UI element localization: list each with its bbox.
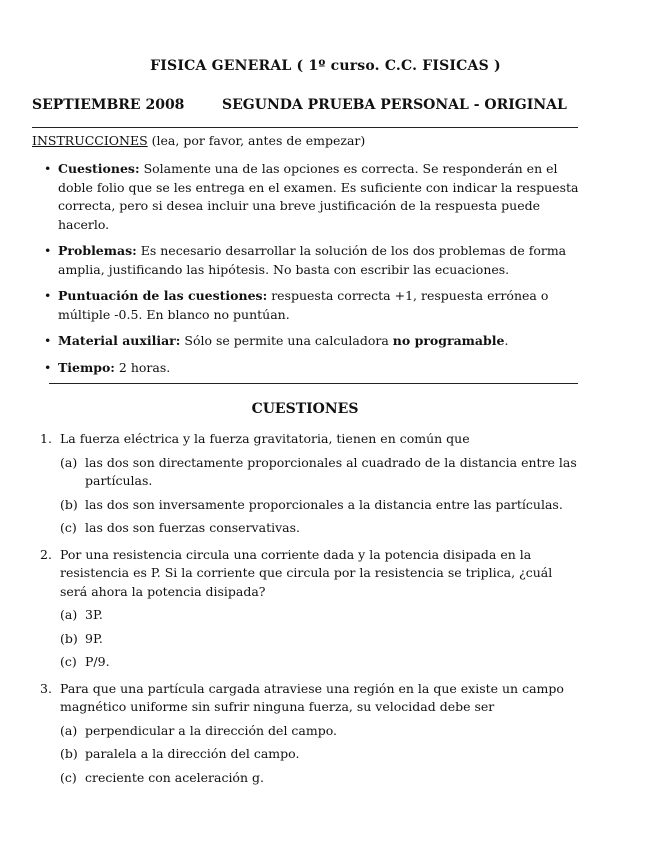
- option-text: perpendicular a la dirección del campo.: [85, 722, 338, 738]
- top-divider: [32, 127, 578, 128]
- instruction-text: Solamente una de las opciones es correcta. Se responderán en el doble folio que se les entrega en el examen. Es suficiente con indicar la respuesta correcta, pero si desea incluir una breve justificación de la respuesta puede hacerlo.: [58, 161, 579, 232]
- option-label: (c): [60, 520, 77, 535]
- instruction-item: [44, 242, 589, 279]
- instruction-tail: .: [504, 333, 509, 348]
- bullet-icon: •: [44, 243, 52, 258]
- instruction-text: respuesta correcta +1, respuesta errónea o múltiple -0.5. En blanco no puntúan.: [58, 288, 549, 322]
- option-a: [60, 606, 582, 625]
- option-label: (b): [60, 630, 78, 646]
- option-c: [60, 519, 582, 538]
- instruction-label: Puntuación de las cuestiones:: [58, 288, 268, 303]
- instruction-label: Tiempo:: [58, 359, 115, 375]
- questions-list: [32, 430, 582, 787]
- instruction-text: Es necesario desarrollar la solución de los dos problemas de forma amplia, justificando las hipótesis. No basta con escribir las ecuaciones.: [58, 243, 567, 277]
- instruction-label: Cuestiones:: [58, 161, 140, 176]
- instruction-label: Material auxiliar:: [58, 333, 181, 348]
- option-label: (b): [60, 496, 78, 512]
- question-2: [32, 546, 582, 672]
- question-number: 2.: [40, 546, 52, 562]
- question-3: [32, 680, 582, 788]
- exam-date: SEPTIEMBRE 2008: [32, 97, 185, 113]
- option-text: las dos son directamente proporcionales al cuadrado de la distancia entre las partículas.: [85, 454, 577, 488]
- instruction-item: [44, 160, 589, 234]
- options-list: [60, 454, 582, 538]
- option-c: [60, 769, 582, 788]
- instructions-heading-row: [32, 133, 365, 148]
- option-text: creciente con aceleración g.: [85, 769, 264, 785]
- option-label: (b): [60, 746, 78, 761]
- option-b: [60, 496, 582, 515]
- instructions-note: (lea, por favor, antes de empezar): [151, 133, 366, 148]
- options-list: [60, 606, 582, 672]
- option-text: paralela a la dirección del campo.: [85, 746, 300, 761]
- bullet-icon: •: [44, 333, 52, 348]
- question-number: 3.: [40, 680, 52, 696]
- question-number: 1.: [40, 431, 52, 446]
- instruction-text: Sólo se permite una calculadora: [184, 333, 389, 348]
- instruction-item: [44, 359, 589, 378]
- bullet-icon: •: [44, 288, 52, 303]
- question-text: Para que una partícula cargada atraviese una región en la que existe un campo magnético uniforme sin sufrir ninguna fuerza, su velocidad debe ser: [60, 680, 564, 714]
- option-text: P/9.: [85, 654, 110, 669]
- option-b: [60, 630, 582, 649]
- option-label: (a): [60, 607, 78, 622]
- option-a: [60, 454, 582, 491]
- question-1: [32, 430, 582, 538]
- option-a: [60, 722, 582, 741]
- option-text: las dos son fuerzas conservativas.: [85, 520, 300, 535]
- option-text: 3P.: [85, 607, 103, 622]
- instruction-emphasis: no programable: [392, 333, 505, 348]
- instructions-heading: INSTRUCCIONES: [32, 133, 148, 148]
- option-label: (a): [60, 454, 78, 470]
- instruction-label: Problemas:: [58, 243, 137, 258]
- options-list: [60, 722, 582, 788]
- option-b: [60, 745, 582, 764]
- option-text: las dos son inversamente proporcionales a la distancia entre las partículas.: [85, 496, 563, 512]
- bullet-icon: •: [44, 161, 52, 176]
- instruction-item: [44, 332, 589, 351]
- instructions-list: [44, 160, 589, 385]
- bullet-icon: •: [44, 359, 52, 375]
- instruction-text: 2 horas.: [118, 359, 171, 375]
- option-c: [60, 653, 582, 672]
- option-label: (c): [60, 769, 77, 785]
- exam-name: SEGUNDA PRUEBA PERSONAL - ORIGINAL: [222, 97, 567, 113]
- option-label: (a): [60, 722, 78, 738]
- question-text: Por una resistencia circula una corriente dada y la potencia disipada en la resistencia es P. Si la corriente que circula por la resistencia se triplica, ¿cuál será ahora la potencia disipada?: [60, 546, 553, 599]
- instruction-item: [44, 287, 589, 324]
- option-text: 9P.: [85, 630, 103, 646]
- question-text: La fuerza eléctrica y la fuerza gravitatoria, tienen en común que: [60, 431, 470, 446]
- option-label: (c): [60, 654, 77, 669]
- section-divider: [49, 383, 578, 384]
- page-title: FISICA GENERAL ( 1º curso. C.C. FISICAS ): [150, 58, 501, 74]
- section-title: CUESTIONES: [251, 401, 359, 417]
